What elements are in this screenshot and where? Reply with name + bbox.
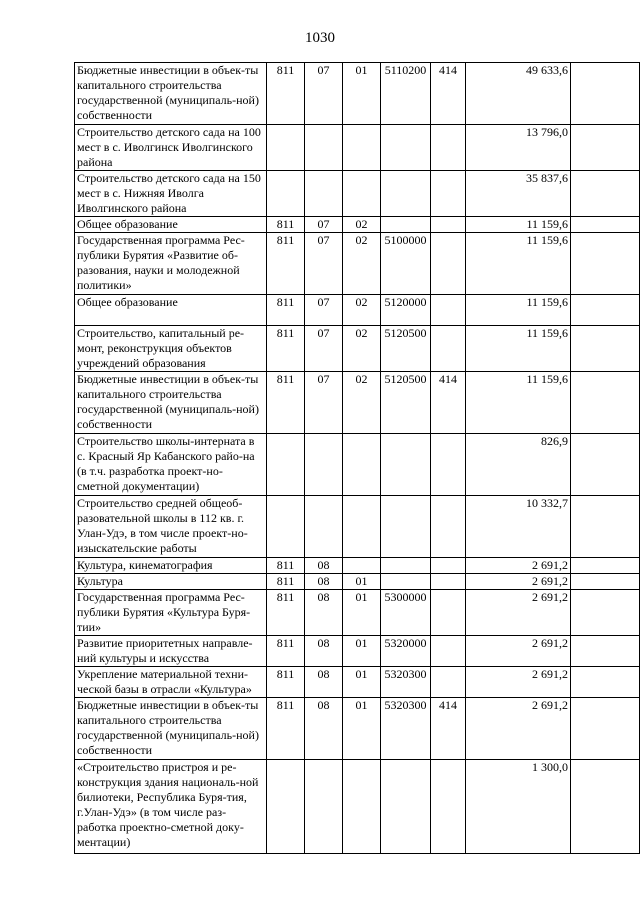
cell-sum: 11 159,6 bbox=[466, 217, 571, 233]
cell-rz: 07 bbox=[305, 295, 343, 326]
cell-vr bbox=[431, 233, 466, 295]
cell-rz: 07 bbox=[305, 217, 343, 233]
cell-ved: 811 bbox=[267, 372, 305, 434]
table-row bbox=[75, 434, 640, 496]
cell-name: Строительство школы-интерната в с. Красный Яр Кабанского райо-на (в т.ч. разработка проект-но-сметной документации) bbox=[75, 434, 267, 496]
table-row bbox=[75, 558, 640, 574]
cell-empty bbox=[571, 667, 640, 698]
cell-vr bbox=[431, 590, 466, 636]
page-number: 1030 bbox=[305, 30, 335, 46]
cell-rz: 07 bbox=[305, 233, 343, 295]
cell-rz bbox=[305, 434, 343, 496]
cell-ved bbox=[267, 434, 305, 496]
cell-empty bbox=[571, 760, 640, 854]
cell-ved: 811 bbox=[267, 698, 305, 760]
cell-pr bbox=[343, 125, 381, 171]
cell-empty bbox=[571, 558, 640, 574]
cell-name: Укрепление материальной техни-ческой базы в отрасли «Культура» bbox=[75, 667, 267, 698]
cell-empty bbox=[571, 636, 640, 667]
cell-pr bbox=[343, 558, 381, 574]
cell-ved: 811 bbox=[267, 636, 305, 667]
cell-vr bbox=[431, 636, 466, 667]
cell-name: Общее образование bbox=[75, 295, 267, 326]
cell-sum: 2 691,2 bbox=[466, 574, 571, 590]
table-row bbox=[75, 63, 640, 125]
cell-csr bbox=[381, 217, 431, 233]
cell-empty bbox=[571, 233, 640, 295]
cell-empty bbox=[571, 295, 640, 326]
cell-name: «Строительство пристроя и ре-конструкция здания националь-ной билиотеки, Республика Буря-тия, г.Улан-Удэ» (в том числе раз-работка проектно-сметной доку-ментации) bbox=[75, 760, 267, 854]
cell-rz: 08 bbox=[305, 636, 343, 667]
cell-csr: 5120000 bbox=[381, 295, 431, 326]
cell-sum: 2 691,2 bbox=[466, 558, 571, 574]
cell-empty bbox=[571, 125, 640, 171]
cell-ved: 811 bbox=[267, 295, 305, 326]
table-row bbox=[75, 217, 640, 233]
cell-empty bbox=[571, 434, 640, 496]
cell-csr: 5100000 bbox=[381, 233, 431, 295]
cell-pr: 02 bbox=[343, 326, 381, 372]
cell-csr: 5320000 bbox=[381, 636, 431, 667]
cell-vr: 414 bbox=[431, 698, 466, 760]
cell-csr: 5300000 bbox=[381, 590, 431, 636]
cell-csr: 5120500 bbox=[381, 372, 431, 434]
cell-empty bbox=[571, 698, 640, 760]
cell-sum: 11 159,6 bbox=[466, 295, 571, 326]
cell-sum: 13 796,0 bbox=[466, 125, 571, 171]
table-row bbox=[75, 295, 640, 326]
cell-ved: 811 bbox=[267, 590, 305, 636]
cell-pr: 01 bbox=[343, 667, 381, 698]
cell-empty bbox=[571, 326, 640, 372]
table-row bbox=[75, 171, 640, 217]
cell-name: Строительство детского сада на 100 мест в с. Иволгинск Иволгинского района bbox=[75, 125, 267, 171]
cell-sum: 2 691,2 bbox=[466, 636, 571, 667]
cell-csr: 5110200 bbox=[381, 63, 431, 125]
cell-sum: 11 159,6 bbox=[466, 372, 571, 434]
cell-sum: 10 332,7 bbox=[466, 496, 571, 558]
cell-sum: 11 159,6 bbox=[466, 326, 571, 372]
cell-pr: 02 bbox=[343, 372, 381, 434]
cell-csr bbox=[381, 171, 431, 217]
cell-sum: 2 691,2 bbox=[466, 667, 571, 698]
cell-sum: 1 300,0 bbox=[466, 760, 571, 854]
cell-vr bbox=[431, 171, 466, 217]
cell-pr: 02 bbox=[343, 295, 381, 326]
cell-empty bbox=[571, 372, 640, 434]
cell-csr bbox=[381, 496, 431, 558]
table-row bbox=[75, 574, 640, 590]
cell-name: Строительство, капитальный ре-монт, реконструкция объектов учреждений образования bbox=[75, 326, 267, 372]
cell-ved bbox=[267, 125, 305, 171]
cell-name: Государственная программа Рес-публики Бурятия «Культура Буря-тии» bbox=[75, 590, 267, 636]
cell-name: Бюджетные инвестиции в объек-ты капитального строительства государственной (муниципаль-ной) собственности bbox=[75, 698, 267, 760]
cell-sum: 11 159,6 bbox=[466, 233, 571, 295]
cell-sum: 2 691,2 bbox=[466, 698, 571, 760]
cell-rz bbox=[305, 760, 343, 854]
cell-rz: 07 bbox=[305, 326, 343, 372]
cell-vr: 414 bbox=[431, 372, 466, 434]
cell-ved: 811 bbox=[267, 326, 305, 372]
cell-ved: 811 bbox=[267, 574, 305, 590]
cell-sum: 2 691,2 bbox=[466, 590, 571, 636]
cell-ved bbox=[267, 496, 305, 558]
cell-vr bbox=[431, 574, 466, 590]
cell-vr bbox=[431, 496, 466, 558]
cell-name: Культура, кинематография bbox=[75, 558, 267, 574]
cell-ved: 811 bbox=[267, 233, 305, 295]
cell-name: Государственная программа Рес-публики Бурятия «Развитие об-разования, науки и молодежной политики» bbox=[75, 233, 267, 295]
cell-pr: 01 bbox=[343, 574, 381, 590]
cell-empty bbox=[571, 590, 640, 636]
cell-name: Развитие приоритетных направле-ний культуры и искусства bbox=[75, 636, 267, 667]
cell-ved: 811 bbox=[267, 558, 305, 574]
cell-vr bbox=[431, 558, 466, 574]
cell-pr: 01 bbox=[343, 698, 381, 760]
table-row bbox=[75, 636, 640, 667]
cell-vr bbox=[431, 760, 466, 854]
cell-pr: 02 bbox=[343, 217, 381, 233]
cell-name: Бюджетные инвестиции в объек-ты капитального строительства государственной (муниципаль-ной) собственности bbox=[75, 372, 267, 434]
cell-csr bbox=[381, 558, 431, 574]
cell-vr bbox=[431, 125, 466, 171]
cell-csr bbox=[381, 434, 431, 496]
cell-csr: 5320300 bbox=[381, 698, 431, 760]
cell-csr bbox=[381, 760, 431, 854]
table-row bbox=[75, 496, 640, 558]
cell-empty bbox=[571, 171, 640, 217]
table-row bbox=[75, 698, 640, 760]
cell-sum: 826,9 bbox=[466, 434, 571, 496]
table-row bbox=[75, 667, 640, 698]
cell-name: Строительство детского сада на 150 мест в с. Нижняя Иволга Иволгинского района bbox=[75, 171, 267, 217]
cell-vr bbox=[431, 326, 466, 372]
cell-vr: 414 bbox=[431, 63, 466, 125]
table-row bbox=[75, 125, 640, 171]
cell-rz: 07 bbox=[305, 63, 343, 125]
cell-pr: 02 bbox=[343, 233, 381, 295]
cell-rz: 08 bbox=[305, 558, 343, 574]
cell-vr bbox=[431, 667, 466, 698]
cell-rz: 08 bbox=[305, 590, 343, 636]
cell-empty bbox=[571, 217, 640, 233]
cell-vr bbox=[431, 434, 466, 496]
cell-pr: 01 bbox=[343, 590, 381, 636]
budget-table-body bbox=[75, 63, 640, 854]
cell-rz bbox=[305, 171, 343, 217]
cell-empty bbox=[571, 63, 640, 125]
cell-vr bbox=[431, 295, 466, 326]
cell-name: Культура bbox=[75, 574, 267, 590]
cell-csr: 5320300 bbox=[381, 667, 431, 698]
cell-rz: 08 bbox=[305, 667, 343, 698]
cell-name: Бюджетные инвестиции в объек-ты капитального строительства государственной (муниципаль-ной) собственности bbox=[75, 63, 267, 125]
cell-csr bbox=[381, 125, 431, 171]
budget-table bbox=[74, 62, 640, 854]
cell-ved: 811 bbox=[267, 217, 305, 233]
cell-ved: 811 bbox=[267, 63, 305, 125]
cell-rz: 08 bbox=[305, 574, 343, 590]
cell-rz bbox=[305, 125, 343, 171]
cell-rz bbox=[305, 496, 343, 558]
cell-rz: 07 bbox=[305, 372, 343, 434]
table-row bbox=[75, 372, 640, 434]
cell-ved bbox=[267, 171, 305, 217]
table-row bbox=[75, 760, 640, 854]
cell-vr bbox=[431, 217, 466, 233]
cell-empty bbox=[571, 496, 640, 558]
cell-pr bbox=[343, 496, 381, 558]
table-row bbox=[75, 590, 640, 636]
cell-pr bbox=[343, 434, 381, 496]
cell-name: Общее образование bbox=[75, 217, 267, 233]
table-row bbox=[75, 233, 640, 295]
cell-pr bbox=[343, 760, 381, 854]
cell-pr: 01 bbox=[343, 636, 381, 667]
table-row bbox=[75, 326, 640, 372]
cell-pr: 01 bbox=[343, 63, 381, 125]
cell-csr: 5120500 bbox=[381, 326, 431, 372]
cell-sum: 35 837,6 bbox=[466, 171, 571, 217]
cell-sum: 49 633,6 bbox=[466, 63, 571, 125]
cell-name: Строительство средней общеоб-разовательной школы в 112 кв. г. Улан-Удэ, в том числе проект-но-изыскательские работы bbox=[75, 496, 267, 558]
cell-rz: 08 bbox=[305, 698, 343, 760]
cell-ved: 811 bbox=[267, 667, 305, 698]
cell-empty bbox=[571, 574, 640, 590]
cell-csr bbox=[381, 574, 431, 590]
cell-pr bbox=[343, 171, 381, 217]
cell-ved bbox=[267, 760, 305, 854]
